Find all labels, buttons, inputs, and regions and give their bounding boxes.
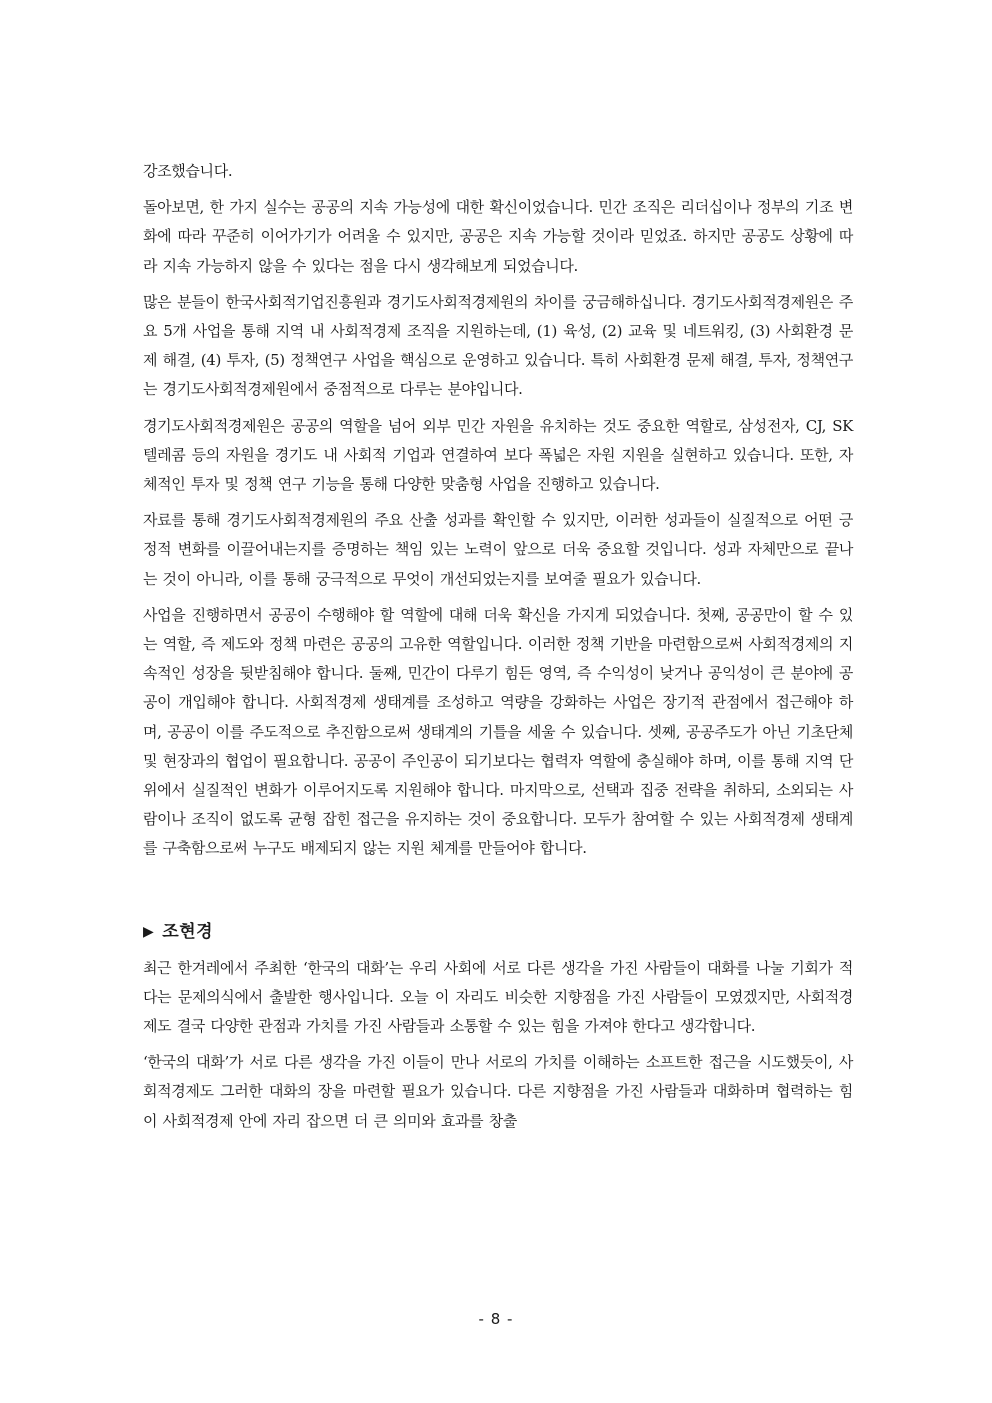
triangle-bullet-icon: ▶ [143,923,155,940]
page-number: - 8 - [478,1310,514,1328]
paragraph: 자료를 통해 경기도사회적경제원의 주요 산출 성과를 확인할 수 있지만, 이러한 성과들이 실질적으로 어떤 긍정적 변화를 이끌어내는지를 증명하는 책임 있는 노력이 앞으로 더욱 중요할 것입니다. 성과 자체만으로 끝나는 것이 아니라, 이를 통해 궁극적으로 무엇이 개선되었는지를 보여줄 필요가 있습니다. [143,511,853,588]
paragraph: 돌아보면, 한 가지 실수는 공공의 지속 가능성에 대한 확신이었습니다. 민간 조직은 리더십이나 정부의 기조 변화에 따라 꾸준히 이어가기가 어려울 수 있지만, 공공은 지속 가능할 것이라 믿었죠. 하지만 공공도 상황에 따라 지속 가능하지 않을 수 있다는 점을 다시 생각해보게 되었습니다. [143,198,853,275]
paragraph: 최근 한겨레에서 주최한 ‘한국의 대화’는 우리 사회에 서로 다른 생각을 가진 사람들이 대화를 나눌 기회가 적다는 문제의식에서 출발한 행사입니다. 오늘 이 자리도 비슷한 지향점을 가진 사람들이 모였겠지만, 사회적경제도 결국 다양한 관점과 가치를 가진 사람들과 소통할 수 있는 힘을 가져야 한다고 생각합니다. [143,958,853,1036]
document-body [143,157,853,1143]
paragraph: 경기도사회적경제원은 공공의 역할을 넘어 외부 민간 자원을 유치하는 것도 중요한 역할로, 삼성전자, CJ, SK텔레콤 등의 자원을 경기도 내 사회적 기업과 연결하여 보다 폭넓은 자원 지원을 실현하고 있습니다. 또한, 자체적인 투자 및 정책 연구 기능을 통해 다양한 맞춤형 사업을 진행하고 있습니다. [143,416,853,494]
paragraph: ‘한국의 대화’가 서로 다른 생각을 가진 이들이 만나 서로의 가치를 이해하는 소프트한 접근을 시도했듯이, 사회적경제도 그러한 대화의 장을 마련할 필요가 있습니다. 다른 지향점을 가진 사람들과 대화하며 협력하는 힘이 사회적경제 안에 자리 잡으면 더 큰 의미와 효과를 창출 [143,1053,853,1130]
paragraph: 강조했습니다. [143,162,233,180]
section-heading-title: 조현경 [162,921,214,942]
section-heading [143,917,853,948]
paragraph: 많은 분들이 한국사회적기업진흥원과 경기도사회적경제원의 차이를 궁금해하십니다. 경기도사회적경제원은 주요 5개 사업을 통해 지역 내 사회적경제 조직을 지원하는데, (1) 육성, (2) 교육 및 네트워킹, (3) 사회환경 문제 해결, (4) 투자, (5) 정책연구 사업을 핵심으로 운영하고 있습니다. 특히 사회환경 문제 해결, 투자, 정책연구는 경기도사회적경제원에서 중점적으로 다루는 분야입니다. [143,292,853,399]
paragraph: 사업을 진행하면서 공공이 수행해야 할 역할에 대해 더욱 확신을 가지게 되었습니다. 첫째, 공공만이 할 수 있는 역할, 즉 제도와 정책 마련은 공공의 고유한 역할입니다. 이러한 정책 기반을 마련함으로써 사회적경제의 지속적인 성장을 뒷받침해야 합니다. 둘째, 민간이 다루기 힘든 영역, 즉 수익성이 낮거나 공익성이 큰 분야에 공공이 개입해야 합니다. 사회적경제 생태계를 조성하고 역량을 강화하는 사업은 장기적 관점에서 접근해야 하며, 공공이 이를 주도적으로 추진함으로써 생태계의 기틀을 세울 수 있습니다. 셋째, 공공주도가 아닌 기초단체 및 현장과의 협업이 필요합니다. 공공이 주인공이 되기보다는 협력자 역할에 충실해야 하며, 이를 통해 지역 단위에서 실질적인 변화가 이루어지도록 지원해야 합니다. 마지막으로, 선택과 집중 전략을 취하되, 소외되는 사람이나 조직이 없도록 균형 잡힌 접근을 유지하는 것이 중요합니다. 모두가 참여할 수 있는 사회적경제 생태계를 구축함으로써 누구도 배제되지 않는 지원 체계를 만들어야 합니다. [143,605,853,858]
